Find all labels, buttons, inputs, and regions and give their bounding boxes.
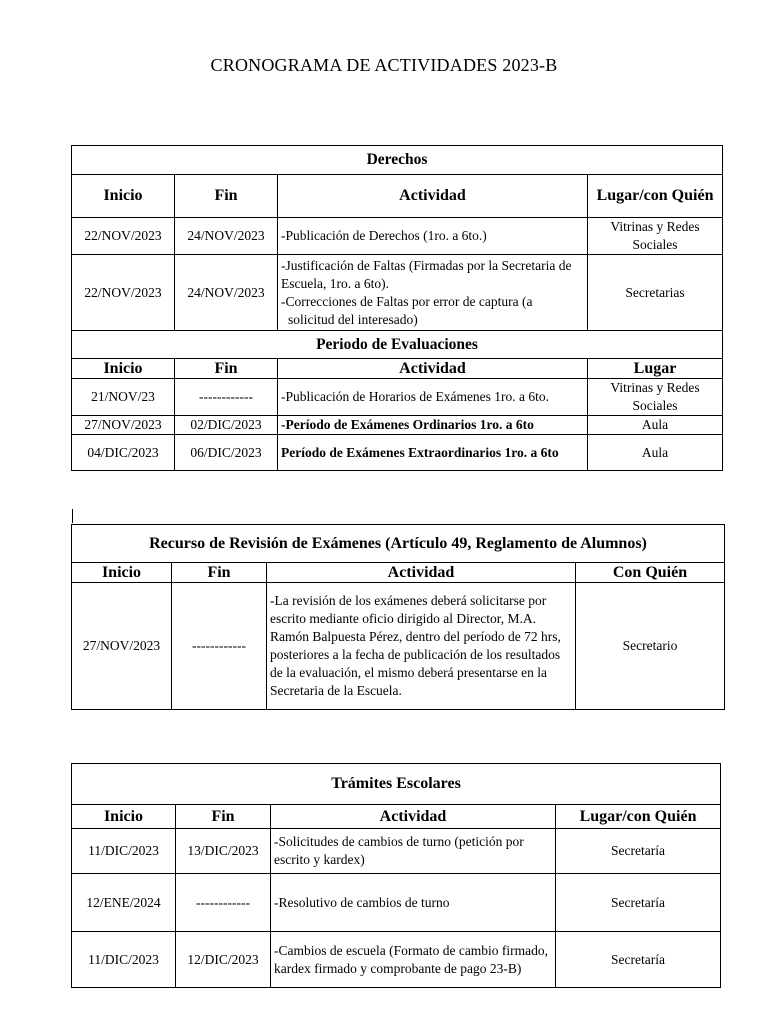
cell-lugar: Secretaría [556, 829, 721, 874]
section-title-tramites: Trámites Escolares [72, 764, 721, 805]
derechos-table [71, 145, 723, 471]
header-inicio: Inicio [72, 175, 175, 218]
cell-fin: 02/DIC/2023 [175, 416, 278, 435]
cell-lugar: Secretaría [556, 932, 721, 988]
header-lugar: Lugar/con Quién [588, 175, 723, 218]
cell-actividad: -Solicitudes de cambios de turno (petición por escrito y kardex) [271, 829, 556, 874]
text-cursor [72, 509, 73, 523]
cell-con-quien: Secretario [576, 583, 725, 710]
cell-fin: 06/DIC/2023 [175, 435, 278, 471]
table-row [72, 932, 721, 988]
cell-lugar: Aula [588, 435, 723, 471]
cell-inicio: 21/NOV/23 [72, 379, 175, 416]
header-inicio: Inicio [72, 563, 172, 583]
header-fin: Fin [175, 175, 278, 218]
header-actividad: Actividad [271, 805, 556, 829]
cell-inicio: 04/DIC/2023 [72, 435, 175, 471]
cell-lugar: Vitrinas y Redes Sociales [588, 379, 723, 416]
cell-actividad-line: -Justificación de Faltas (Firmadas por la Secretaria de Escuela, 1ro. a 6to). [281, 257, 572, 291]
section-title-evaluaciones: Periodo de Evaluaciones [72, 331, 723, 359]
header-fin: Fin [172, 563, 267, 583]
cell-actividad-line: solicitud del interesado) [288, 311, 418, 327]
cell-actividad: -Período de Exámenes Ordinarios 1ro. a 6to [278, 416, 588, 435]
table-row [72, 583, 725, 710]
cell-lugar: Aula [588, 416, 723, 435]
cell-inicio: 27/NOV/2023 [72, 583, 172, 710]
table-row [72, 435, 723, 471]
cell-fin: 13/DIC/2023 [176, 829, 271, 874]
cell-lugar: Vitrinas y Redes Sociales [588, 218, 723, 255]
table-row [72, 829, 721, 874]
cell-actividad: -La revisión de los exámenes deberá solicitarse por escrito mediante oficio dirigido al Director, M.A. Ramón Balpuesta Pérez, dentro del período de 72 hrs, posteriores a la fecha de publicación de los resultados de la evaluación, el mismo deberá presentarse en la Secretaria de la Escuela. [267, 583, 576, 710]
cell-inicio: 27/NOV/2023 [72, 416, 175, 435]
table-row [72, 874, 721, 932]
header-fin: Fin [175, 359, 278, 379]
table-row [72, 416, 723, 435]
section-title-derechos: Derechos [72, 146, 723, 175]
revision-table [71, 524, 725, 710]
cell-inicio: 12/ENE/2024 [72, 874, 176, 932]
cell-fin: ------------ [176, 874, 271, 932]
cell-fin: 12/DIC/2023 [176, 932, 271, 988]
cell-actividad: Período de Exámenes Extraordinarios 1ro. a 6to [278, 435, 588, 471]
header-actividad: Actividad [278, 359, 588, 379]
cell-actividad: -Cambios de escuela (Formato de cambio firmado, kardex firmado y comprobante de pago 23-B) [271, 932, 556, 988]
cell-fin: 24/NOV/2023 [175, 218, 278, 255]
cell-actividad-line: -Correcciones de Faltas por error de captura (a [281, 293, 533, 309]
header-inicio: Inicio [72, 805, 176, 829]
section-title-revision: Recurso de Revisión de Exámenes (Artículo 49, Reglamento de Alumnos) [72, 525, 725, 563]
table-row [72, 218, 723, 255]
cell-lugar: Secretaría [556, 874, 721, 932]
document-title: CRONOGRAMA DE ACTIVIDADES 2023-B [210, 55, 558, 75]
cell-inicio: 22/NOV/2023 [72, 255, 175, 331]
cell-actividad: -Publicación de Derechos (1ro. a 6to.) [278, 218, 588, 255]
header-lugar: Lugar/con Quién [556, 805, 721, 829]
table-row [72, 379, 723, 416]
header-fin: Fin [176, 805, 271, 829]
cell-inicio: 11/DIC/2023 [72, 932, 176, 988]
header-inicio: Inicio [72, 359, 175, 379]
cell-inicio: 11/DIC/2023 [72, 829, 176, 874]
header-con-quien: Con Quién [576, 563, 725, 583]
header-actividad: Actividad [267, 563, 576, 583]
tramites-table [71, 763, 721, 988]
cell-fin: 24/NOV/2023 [175, 255, 278, 331]
cell-lugar: Secretarias [588, 255, 723, 331]
cell-fin: ------------ [175, 379, 278, 416]
header-actividad: Actividad [278, 175, 588, 218]
cell-actividad [278, 255, 588, 331]
cell-actividad: -Resolutivo de cambios de turno [271, 874, 556, 932]
header-lugar: Lugar [588, 359, 723, 379]
cell-actividad: -Publicación de Horarios de Exámenes 1ro. a 6to. [278, 379, 588, 416]
table-row [72, 255, 723, 331]
cell-inicio: 22/NOV/2023 [72, 218, 175, 255]
cell-fin: ------------ [172, 583, 267, 710]
